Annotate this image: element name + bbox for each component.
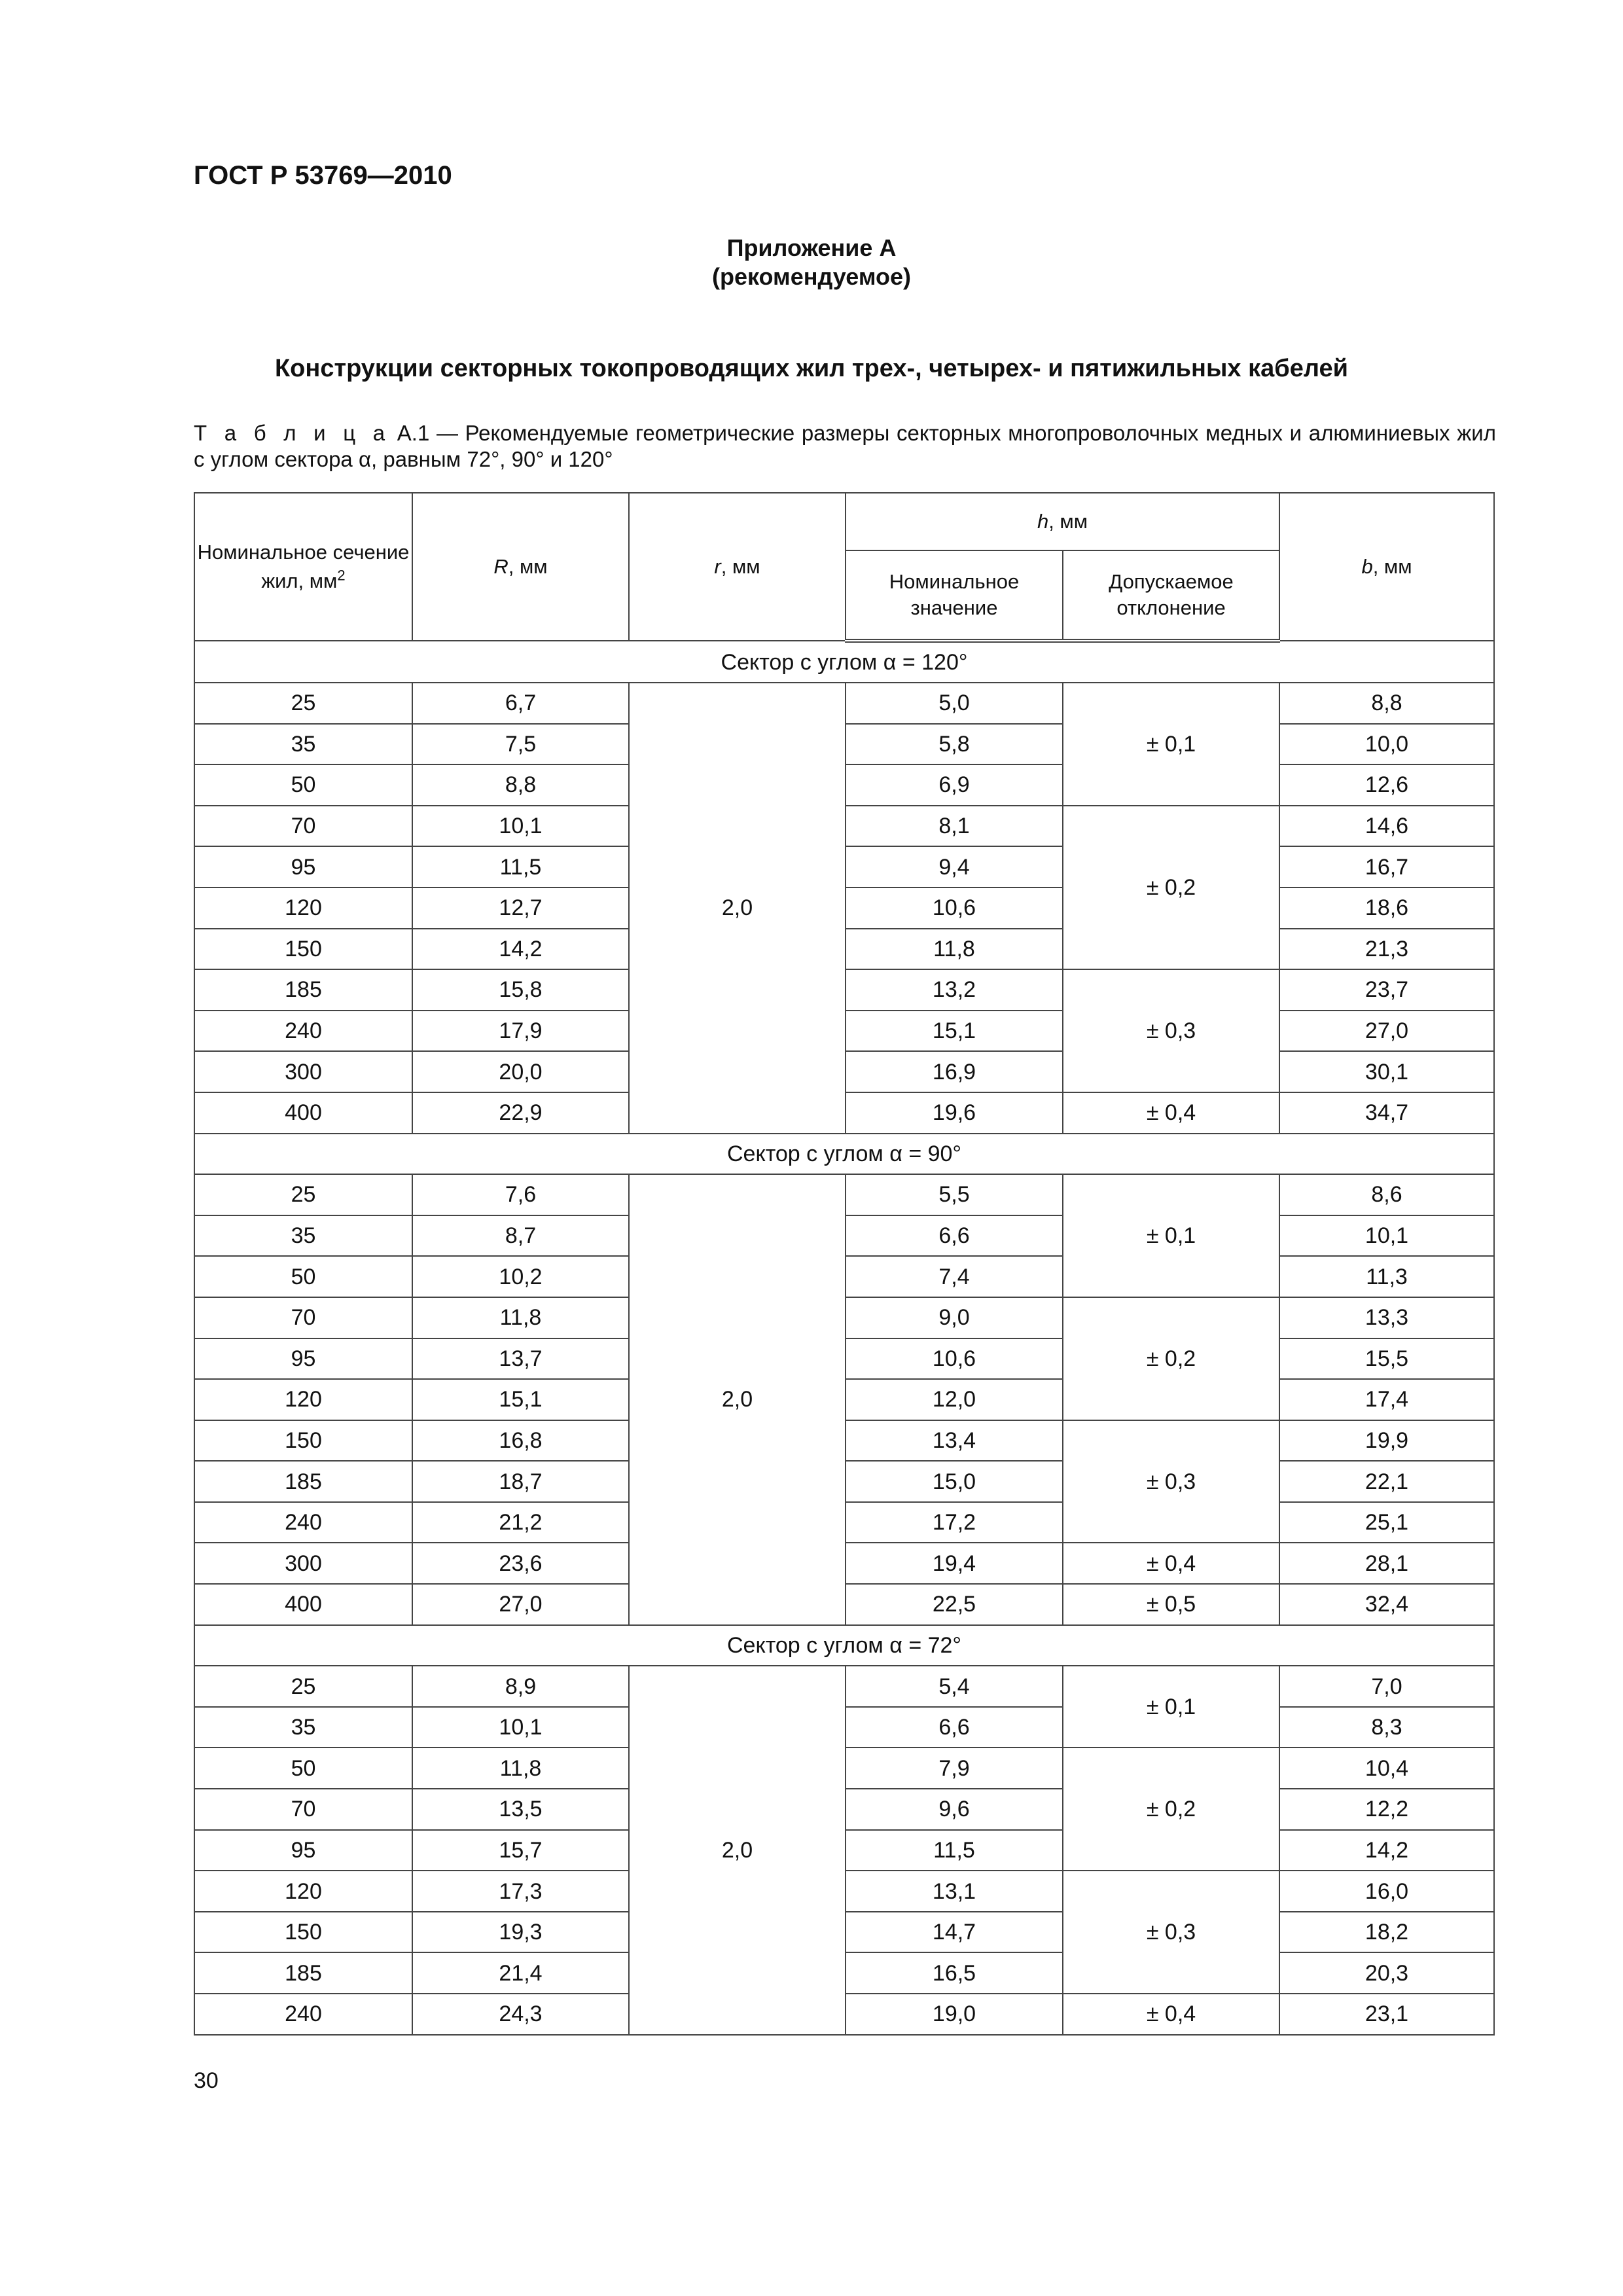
cell-h-tolerance: ± 0,3 (1063, 1420, 1279, 1543)
cell-R: 10,1 (412, 806, 629, 847)
header-R-unit: , мм (508, 555, 548, 578)
header-b (1279, 493, 1494, 641)
cell-section: 240 (194, 1011, 412, 1052)
cell-R: 17,3 (412, 1871, 629, 1912)
cell-b: 30,1 (1279, 1051, 1494, 1092)
cell-h-nominal: 6,6 (846, 1707, 1063, 1748)
cell-h-nominal: 9,6 (846, 1789, 1063, 1830)
cell-b: 7,0 (1279, 1666, 1494, 1707)
cell-R: 8,9 (412, 1666, 629, 1707)
dimensions-table (194, 492, 1495, 2036)
cell-h-tolerance: ± 0,2 (1063, 1748, 1279, 1871)
cell-section: 240 (194, 1502, 412, 1543)
document-code: ГОСТ Р 53769—2010 (194, 161, 452, 190)
cell-b: 20,3 (1279, 1952, 1494, 1994)
cell-b: 12,2 (1279, 1789, 1494, 1830)
cell-R: 21,2 (412, 1502, 629, 1543)
cell-R: 23,6 (412, 1543, 629, 1584)
cell-section: 50 (194, 1256, 412, 1297)
cell-R: 21,4 (412, 1952, 629, 1994)
cell-b: 28,1 (1279, 1543, 1494, 1584)
cell-section: 300 (194, 1051, 412, 1092)
cell-h-tolerance: ± 0,1 (1063, 1174, 1279, 1297)
cell-h-nominal: 5,0 (846, 683, 1063, 724)
header-r (629, 493, 846, 641)
cell-h-nominal: 13,2 (846, 969, 1063, 1011)
cell-R: 15,7 (412, 1830, 629, 1871)
cell-section: 50 (194, 764, 412, 806)
cell-section: 25 (194, 683, 412, 724)
cell-h-tolerance: ± 0,3 (1063, 1871, 1279, 1994)
cell-R: 13,7 (412, 1338, 629, 1380)
cell-h-nominal: 6,9 (846, 764, 1063, 806)
cell-h-nominal: 16,5 (846, 1952, 1063, 1994)
cell-b: 21,3 (1279, 929, 1494, 970)
cell-h-nominal: 5,8 (846, 724, 1063, 765)
cell-h-nominal: 13,4 (846, 1420, 1063, 1462)
cell-b: 18,2 (1279, 1912, 1494, 1953)
cell-h-nominal: 10,6 (846, 1338, 1063, 1380)
cell-h-nominal: 10,6 (846, 888, 1063, 929)
cell-h-nominal: 19,0 (846, 1994, 1063, 2035)
cell-section: 300 (194, 1543, 412, 1584)
cell-section: 35 (194, 1707, 412, 1748)
cell-b: 8,8 (1279, 683, 1494, 724)
cell-h-tolerance: ± 0,3 (1063, 969, 1279, 1092)
cell-b: 12,6 (1279, 764, 1494, 806)
cell-b: 13,3 (1279, 1297, 1494, 1338)
cell-R: 7,5 (412, 724, 629, 765)
cell-b: 10,1 (1279, 1215, 1494, 1257)
table-row (194, 1666, 1494, 1707)
cell-h-tolerance: ± 0,4 (1063, 1543, 1279, 1584)
header-section-sup: 2 (337, 567, 346, 584)
header-section (194, 493, 412, 641)
cell-R: 11,5 (412, 846, 629, 888)
cell-section: 150 (194, 1912, 412, 1953)
cell-h-nominal: 5,4 (846, 1666, 1063, 1707)
header-h-tolerance: Допускаемое отклонение (1063, 550, 1279, 641)
cell-h-nominal: 7,9 (846, 1748, 1063, 1789)
table-caption-number: А.1 (397, 421, 430, 445)
header-h-unit: , мм (1048, 510, 1088, 533)
cell-R: 13,5 (412, 1789, 629, 1830)
cell-b: 11,3 (1279, 1256, 1494, 1297)
header-h (846, 493, 1279, 550)
cell-h-nominal: 5,5 (846, 1174, 1063, 1215)
page-number: 30 (194, 2068, 219, 2093)
cell-h-nominal: 14,7 (846, 1912, 1063, 1953)
header-section-label: Номинальное сечение жил, мм (197, 541, 410, 592)
table-header (194, 493, 1494, 641)
cell-section: 95 (194, 1338, 412, 1380)
header-R-symbol: R (493, 555, 508, 578)
table-row (194, 1174, 1494, 1215)
cell-R: 10,2 (412, 1256, 629, 1297)
cell-h-nominal: 11,5 (846, 1830, 1063, 1871)
cell-section: 400 (194, 1584, 412, 1625)
cell-h-nominal: 8,1 (846, 806, 1063, 847)
cell-section: 400 (194, 1092, 412, 1134)
cell-R: 17,9 (412, 1011, 629, 1052)
cell-R: 10,1 (412, 1707, 629, 1748)
appendix-title: Приложение А (726, 234, 897, 261)
cell-b: 10,0 (1279, 724, 1494, 765)
cell-h-nominal: 17,2 (846, 1502, 1063, 1543)
cell-section: 95 (194, 846, 412, 888)
cell-R: 7,6 (412, 1174, 629, 1215)
cell-h-nominal: 13,1 (846, 1871, 1063, 1912)
cell-section: 35 (194, 724, 412, 765)
sector-group-header (194, 1134, 1494, 1175)
appendix-status: (рекомендуемое) (712, 263, 911, 290)
header-b-unit: , мм (1372, 555, 1412, 578)
cell-section: 185 (194, 1461, 412, 1502)
cell-R: 11,8 (412, 1748, 629, 1789)
cell-R: 6,7 (412, 683, 629, 724)
cell-h-nominal: 6,6 (846, 1215, 1063, 1257)
cell-h-nominal: 15,1 (846, 1011, 1063, 1052)
cell-section: 120 (194, 1871, 412, 1912)
cell-section: 185 (194, 1952, 412, 1994)
cell-R: 24,3 (412, 1994, 629, 2035)
sector-group-title: Сектор с углом α = 90° (194, 1134, 1494, 1175)
cell-R: 15,1 (412, 1379, 629, 1420)
cell-b: 14,6 (1279, 806, 1494, 847)
cell-R: 15,8 (412, 969, 629, 1011)
cell-R: 11,8 (412, 1297, 629, 1338)
cell-b: 25,1 (1279, 1502, 1494, 1543)
cell-h-nominal: 22,5 (846, 1584, 1063, 1625)
cell-R: 8,8 (412, 764, 629, 806)
cell-b: 18,6 (1279, 888, 1494, 929)
cell-section: 50 (194, 1748, 412, 1789)
cell-section: 240 (194, 1994, 412, 2035)
table-caption-text: — Рекомендуемые геометрические размеры секторных многопроволочных медных и алюминиевых жил с углом сектора α, равным 72°, 90° и 120° (194, 421, 1496, 471)
cell-section: 25 (194, 1174, 412, 1215)
cell-b: 32,4 (1279, 1584, 1494, 1625)
cell-b: 14,2 (1279, 1830, 1494, 1871)
cell-h-tolerance: ± 0,2 (1063, 1297, 1279, 1420)
header-row-1 (194, 493, 1494, 550)
cell-R: 27,0 (412, 1584, 629, 1625)
sector-group-title: Сектор с углом α = 72° (194, 1625, 1494, 1666)
cell-b: 8,3 (1279, 1707, 1494, 1748)
cell-h-tolerance: ± 0,1 (1063, 683, 1279, 806)
cell-b: 16,0 (1279, 1871, 1494, 1912)
header-b-symbol: b (1361, 555, 1373, 578)
cell-h-nominal: 15,0 (846, 1461, 1063, 1502)
cell-section: 70 (194, 1297, 412, 1338)
sector-group-header (194, 1625, 1494, 1666)
cell-b: 27,0 (1279, 1011, 1494, 1052)
cell-h-nominal: 16,9 (846, 1051, 1063, 1092)
table-row (194, 683, 1494, 724)
cell-b: 23,7 (1279, 969, 1494, 1011)
cell-h-tolerance: ± 0,5 (1063, 1584, 1279, 1625)
cell-b: 10,4 (1279, 1748, 1494, 1789)
cell-section: 95 (194, 1830, 412, 1871)
cell-h-tolerance: ± 0,4 (1063, 1092, 1279, 1134)
header-r-symbol: r (714, 555, 721, 578)
cell-h-nominal: 12,0 (846, 1379, 1063, 1420)
cell-section: 25 (194, 1666, 412, 1707)
cell-h-tolerance: ± 0,1 (1063, 1666, 1279, 1748)
cell-h-tolerance: ± 0,4 (1063, 1994, 1279, 2035)
cell-R: 16,8 (412, 1420, 629, 1462)
cell-b: 23,1 (1279, 1994, 1494, 2035)
header-r-unit: , мм (721, 555, 760, 578)
cell-h-nominal: 9,4 (846, 846, 1063, 888)
cell-h-nominal: 9,0 (846, 1297, 1063, 1338)
header-h-symbol: h (1037, 510, 1049, 533)
cell-section: 185 (194, 969, 412, 1011)
header-R (412, 493, 629, 641)
table-caption (194, 420, 1496, 473)
cell-b: 17,4 (1279, 1379, 1494, 1420)
cell-section: 150 (194, 1420, 412, 1462)
sector-group-header (194, 641, 1494, 683)
header-h-nominal: Номинальное значение (846, 550, 1063, 641)
cell-h-nominal: 11,8 (846, 929, 1063, 970)
cell-section: 120 (194, 1379, 412, 1420)
cell-section: 70 (194, 1789, 412, 1830)
cell-section: 120 (194, 888, 412, 929)
cell-r: 2,0 (629, 1666, 846, 2034)
section-title: Конструкции секторных токопроводящих жил трех-, четырех- и пятижильных кабелей (274, 355, 1349, 382)
cell-b: 8,6 (1279, 1174, 1494, 1215)
cell-r: 2,0 (629, 1174, 846, 1625)
cell-b: 19,9 (1279, 1420, 1494, 1462)
cell-section: 150 (194, 929, 412, 970)
cell-R: 8,7 (412, 1215, 629, 1257)
cell-b: 22,1 (1279, 1461, 1494, 1502)
cell-R: 14,2 (412, 929, 629, 970)
cell-h-nominal: 7,4 (846, 1256, 1063, 1297)
cell-b: 34,7 (1279, 1092, 1494, 1134)
table-caption-label: Т а б л и ц а (194, 421, 391, 445)
cell-h-nominal: 19,4 (846, 1543, 1063, 1584)
cell-b: 16,7 (1279, 846, 1494, 888)
cell-R: 22,9 (412, 1092, 629, 1134)
cell-R: 19,3 (412, 1912, 629, 1953)
table-body (194, 641, 1494, 2035)
cell-R: 18,7 (412, 1461, 629, 1502)
cell-h-tolerance: ± 0,2 (1063, 806, 1279, 969)
cell-section: 70 (194, 806, 412, 847)
cell-R: 12,7 (412, 888, 629, 929)
cell-h-nominal: 19,6 (846, 1092, 1063, 1134)
cell-section: 35 (194, 1215, 412, 1257)
cell-R: 20,0 (412, 1051, 629, 1092)
cell-b: 15,5 (1279, 1338, 1494, 1380)
sector-group-title: Сектор с углом α = 120° (194, 641, 1494, 683)
cell-r: 2,0 (629, 683, 846, 1134)
